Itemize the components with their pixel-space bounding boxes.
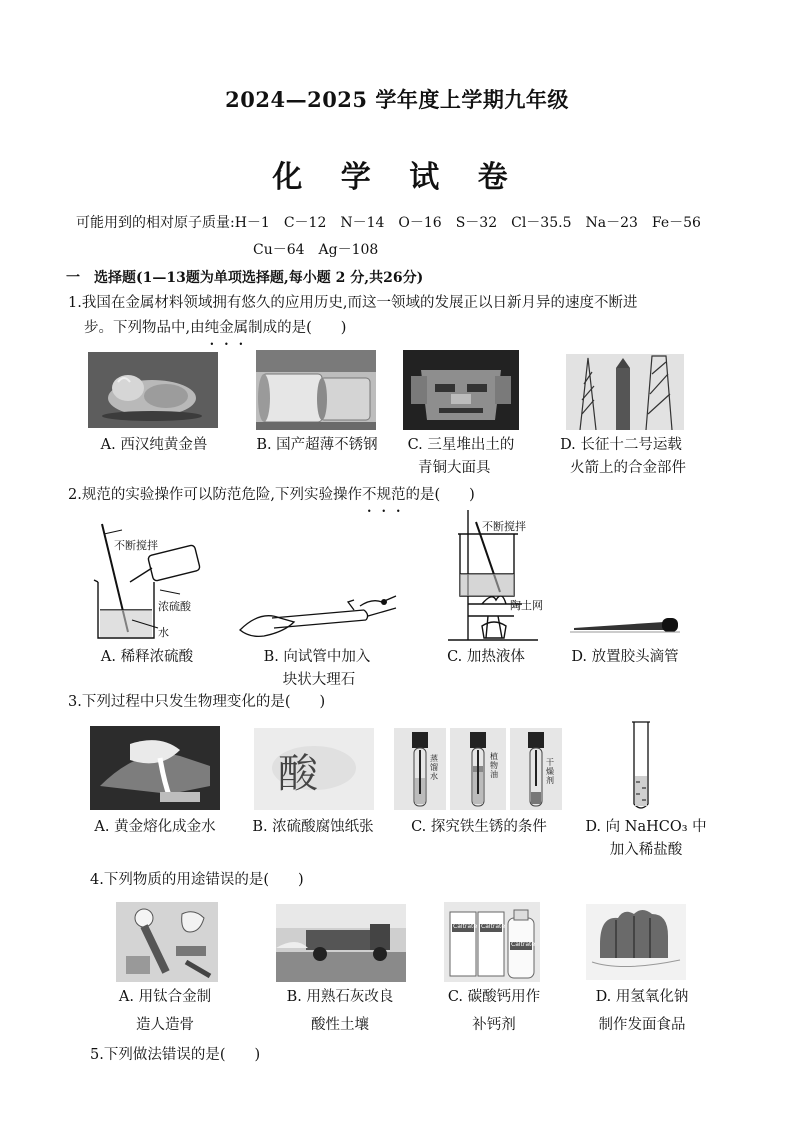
q3-option-c-label: C. 探究铁生锈的条件 [411, 819, 547, 835]
rust-tube-3 [510, 728, 562, 810]
test-tube-marble-diagram [236, 588, 406, 644]
q4-option-c-label-2: 补钙剂 [472, 1017, 516, 1033]
q3-stem: 3.下列过程中只发生物理变化的是( ) [68, 694, 326, 710]
brand-label-1: Caltrate [453, 923, 478, 930]
q2-option-d-label: D. 放置胶头滴管 [571, 649, 679, 665]
q3-option-d-label: D. 向 NaHCO₃ 中 [585, 819, 707, 835]
bronze-mask-photo [403, 350, 519, 430]
bread-loaf-icon [586, 904, 686, 980]
molten-gold-icon [90, 726, 220, 810]
q2-option-c-label: C. 加热液体 [447, 649, 525, 665]
rocket-tower-photo [566, 354, 684, 430]
q3-option-c[interactable] [398, 816, 560, 839]
emphasis-char: 范 [390, 487, 406, 503]
bronze-mask-icon [403, 350, 519, 430]
q3-option-a-label: A. 黄金熔化成金水 [94, 819, 216, 835]
q2-stem [68, 483, 475, 507]
stir-label-c: 不断搅拌 [482, 520, 526, 533]
gauze-label: 陶土网 [510, 599, 543, 612]
emphasis-char: 金 [219, 320, 234, 336]
subject-title: 化 学 试 卷 [272, 160, 522, 195]
emphasis-char: 纯 [204, 320, 220, 336]
tractor-icon [276, 904, 406, 982]
stir-label-a: 不断搅拌 [114, 539, 158, 552]
molten-gold-photo [90, 726, 220, 810]
titanium-bone-photo [116, 902, 218, 982]
q3-option-d-label-2: 加入稀盐酸 [609, 842, 683, 858]
conc-acid-label: 浓硫酸 [158, 600, 191, 613]
q2-option-b[interactable] [252, 646, 382, 692]
gold-beast-icon [88, 352, 218, 428]
exam-title: 2024—2025 学年度上学期九年级 [225, 87, 569, 112]
q1-option-a-label: A. 西汉纯黄金兽 [100, 437, 208, 453]
q3-option-b-label: B. 浓硫酸腐蚀纸张 [252, 819, 374, 835]
q1-option-d-label-2: 火箭上的合金部件 [570, 460, 686, 476]
q4-option-c-label: C. 碳酸钙用作 [447, 989, 541, 1005]
lime-spreading-photo [276, 904, 406, 982]
q3-option-b[interactable] [238, 816, 388, 839]
brand-label-3: Caltrate [511, 941, 536, 948]
q1-stem-emphasis [205, 320, 249, 336]
bread-photo [586, 904, 686, 980]
charred-text: 酸 [278, 751, 320, 797]
q4-option-d-label: D. 用氢氧化钠 [595, 989, 689, 1005]
emphasis-char: 属 [233, 320, 249, 336]
section-heading: 一 选择题(1—13题为单项选择题,每小题 2 分,共26分) [66, 270, 424, 286]
q4-option-b[interactable] [270, 986, 410, 1037]
q2-stem-post: 的是( ) [405, 487, 475, 503]
q1-stem-line2 [84, 316, 346, 340]
q2-option-d[interactable] [560, 646, 690, 669]
q5-stem: 5.下列做法错误的是( ) [90, 1047, 261, 1063]
q4-option-b-label-2: 酸性土壤 [311, 1017, 369, 1033]
steel-rolls-photo [256, 350, 376, 430]
q2-option-b-label: B. 向试管中加入 [263, 649, 371, 665]
tube-label-1: 蒸馏水 [430, 754, 438, 781]
water-label: 水 [158, 626, 169, 639]
q1-option-d-label: D. 长征十二号运载 [560, 437, 682, 453]
q2-stem-emphasis [362, 487, 406, 503]
q4-option-d[interactable] [572, 986, 712, 1037]
rust-tube-1 [394, 728, 446, 810]
paper-acid-photo [254, 728, 374, 810]
q1-option-c-label-2: 青铜大面具 [418, 460, 491, 476]
q1-option-a[interactable] [86, 434, 222, 457]
q1-stem-post: 制成的是( ) [248, 320, 347, 336]
q4-option-a-label-2: 造人造骨 [136, 1017, 194, 1033]
q2-option-c[interactable] [436, 646, 536, 669]
q4-option-b-label: B. 用熟石灰改良 [286, 989, 394, 1005]
q2-stem-pre: 2.规范的实验操作可以防范危险,下列实验操作 [68, 487, 362, 503]
q4-option-a[interactable] [100, 986, 230, 1037]
emphasis-char: 不 [361, 487, 377, 503]
tube-label-3: 干燥剂 [546, 758, 554, 785]
q1-option-b-label: B. 国产超薄不锈钢 [256, 437, 378, 453]
q1-option-c[interactable] [396, 434, 526, 480]
tube-label-2: 植物油 [490, 752, 498, 779]
brand-label-2: Caltrate [481, 923, 506, 930]
q4-option-d-label-2: 制作发面食品 [598, 1017, 686, 1033]
nahco3-tube-diagram [624, 720, 658, 812]
q2-option-b-label-2: 块状大理石 [282, 672, 356, 688]
q2-option-a-label: A. 稀释浓硫酸 [100, 649, 194, 665]
dropper-diagram [568, 614, 688, 636]
gold-beast-photo [88, 352, 218, 428]
atomic-mass-line-1: 可能用到的相对原子质量:H－1 C－12 N－14 O－16 S－32 Cl－35.5 Na－23 Fe－56 [76, 215, 701, 231]
q4-stem: 4.下列物质的用途错误的是( ) [90, 872, 304, 888]
steel-rolls-icon [256, 350, 376, 430]
artificial-bone-icon [116, 902, 218, 982]
q3-option-a[interactable] [80, 816, 230, 839]
q1-option-d[interactable] [546, 434, 696, 480]
q1-option-b[interactable] [244, 434, 390, 457]
q4-option-a-label: A. 用钛合金制 [118, 989, 212, 1005]
rocket-tower-icon [566, 354, 684, 430]
emphasis-char: 规 [376, 487, 391, 503]
q4-option-c[interactable] [432, 986, 556, 1037]
q1-option-c-label: C. 三星堆出土的 [407, 437, 515, 453]
q1-stem-pre: 步。下列物品中,由 [84, 320, 205, 336]
calcium-supplement-photo [444, 902, 540, 982]
q3-option-d[interactable] [576, 816, 716, 862]
q2-option-a[interactable] [86, 646, 208, 669]
q1-stem-line1: 1.我国在金属材料领域拥有悠久的应用历史,而这一领域的发展正以日新月异的速度不断进 [68, 295, 638, 311]
rust-tube-2 [450, 728, 506, 810]
atomic-mass-line-2: Cu－64 Ag－108 [253, 242, 379, 258]
